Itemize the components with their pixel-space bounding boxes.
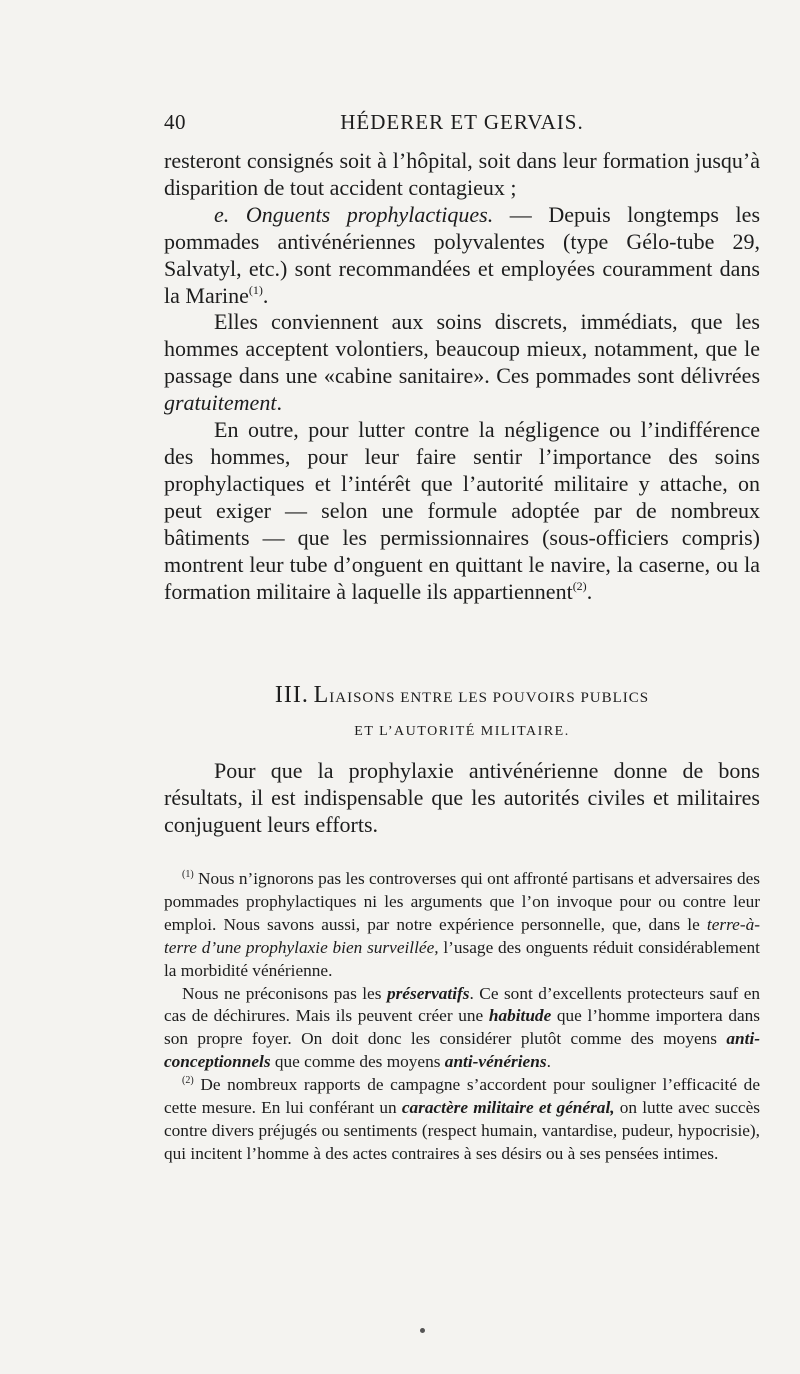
footnote-text: . Ce sont d’excellents protecteurs sauf en cas de déchirures. Mais ils peuvent créer une xyxy=(164,983,760,1026)
footnote-text: on lutte avec succès contre divers préjugés ou sentiments (respect humain, vantardise, pudeur, hypocrisie), qui incitent l’homme à des actes contraires à ses désirs ou à ses pensées intimes. xyxy=(164,1098,760,1163)
section-heading-line-1 xyxy=(164,680,760,713)
footnote-text: que comme des moyens xyxy=(270,1052,445,1072)
emphasis-text: habitude xyxy=(488,1006,552,1026)
footnote-mark: (2) xyxy=(182,1075,194,1087)
section-number: III. xyxy=(274,682,309,708)
paragraph-text: . xyxy=(586,578,593,604)
section-title: IAISONS ENTRE LES POUVOIRS PUBLICS xyxy=(329,690,650,706)
paragraph xyxy=(164,417,760,605)
footnote-2 xyxy=(164,1074,760,1166)
section-heading-line-2: ET L’AUTORITÉ MILITAIRE. xyxy=(354,724,570,739)
emphasis-text: anti-conceptionnels xyxy=(164,1029,760,1072)
paragraph xyxy=(164,148,760,202)
paragraph-text: . xyxy=(276,390,282,416)
emphasis-text: préservatifs xyxy=(386,983,470,1003)
running-title: HÉDERER ET GERVAIS. xyxy=(340,110,584,134)
footnote-text: De nombreux rapports de campagne s’accordent pour souligner l’efficacité de cette mesure. En lui conférant un xyxy=(164,1075,760,1118)
paragraph xyxy=(164,309,760,417)
emphasis-text: terre-à-terre d’une prophylaxie bien surveillée, xyxy=(164,914,760,957)
page-number: 40 xyxy=(164,110,186,134)
footnote-text: l’usage des onguents réduit considérablement la morbidité vénérienne. xyxy=(164,937,760,980)
paragraph xyxy=(164,758,760,839)
paragraph-text: . xyxy=(262,282,269,308)
paragraph-text: Elles conviennent aux soins discrets, immédiats, que les hommes acceptent volontiers, beaucoup mieux, notamment, que le passage dans une «cabine sanitaire». Ces pommades sont délivrées xyxy=(164,309,760,389)
section-initial: L xyxy=(313,682,330,708)
emphasis-text: caractère militaire et général, xyxy=(401,1098,615,1118)
section-heading xyxy=(164,680,760,747)
emphasis-text: gratuitement xyxy=(164,390,277,416)
footnote-text: . xyxy=(546,1052,551,1072)
emphasis-text: anti-vénériens xyxy=(444,1052,547,1072)
print-speck xyxy=(420,1328,425,1333)
paragraph-text: — Depuis longtemps les pommades antivénériennes polyvalentes (type Gélo-tube 29, Salvatyl, etc.) sont recommandées et employées couramment dans la Marine xyxy=(164,201,761,308)
footnote-mark: (1) xyxy=(182,869,194,880)
main-text xyxy=(164,148,760,605)
footnote-1-continued xyxy=(164,983,760,1075)
section-text xyxy=(164,758,760,839)
footnote-text: Nous ne préconisons pas les xyxy=(182,983,387,1003)
paragraph-heading: e. Onguents prophylactiques. xyxy=(214,201,494,227)
paragraph xyxy=(164,202,760,310)
footnote-ref: (2) xyxy=(572,578,587,593)
paragraph-text: Pour que la prophylaxie antivénérienne donne de bons résultats, il est indispensable que les autorités civiles et militaires conjuguent leurs efforts. xyxy=(164,758,760,837)
footnote-ref: (1) xyxy=(248,282,263,297)
footnote-text: que l’homme importera dans son propre foyer. On doit donc les considérer plutôt comme des moyens xyxy=(164,1006,760,1049)
paragraph-text: resteront consignés soit à l’hôpital, soit dans leur formation jusqu’à disparition de tout accident contagieux ; xyxy=(164,148,760,200)
footnote-1 xyxy=(164,868,760,983)
footnotes xyxy=(164,868,760,1166)
running-head xyxy=(164,110,760,140)
paragraph-text: En outre, pour lutter contre la négligence ou l’indifférence des hommes, pour leur faire sentir l’importance des soins prophylactiques et l’intérêt que l’autorité militaire y attache, on peut exiger — selon une formule adoptée par de nombreux bâtiments — que les permissionnaires (sous-officiers compris) montrent leur tube d’onguent en quittant le navire, la caserne, ou la formation militaire à laquelle ils appartiennent xyxy=(164,417,760,604)
footnote-text: Nous n’ignorons pas les controverses qui ont affronté partisans et adversaires des pommades prophylactiques ni les arguments que l’on invoque pour ou contre leur emploi. Nous savons aussi, par notre expérience personnelle, que, dans le xyxy=(164,869,760,934)
